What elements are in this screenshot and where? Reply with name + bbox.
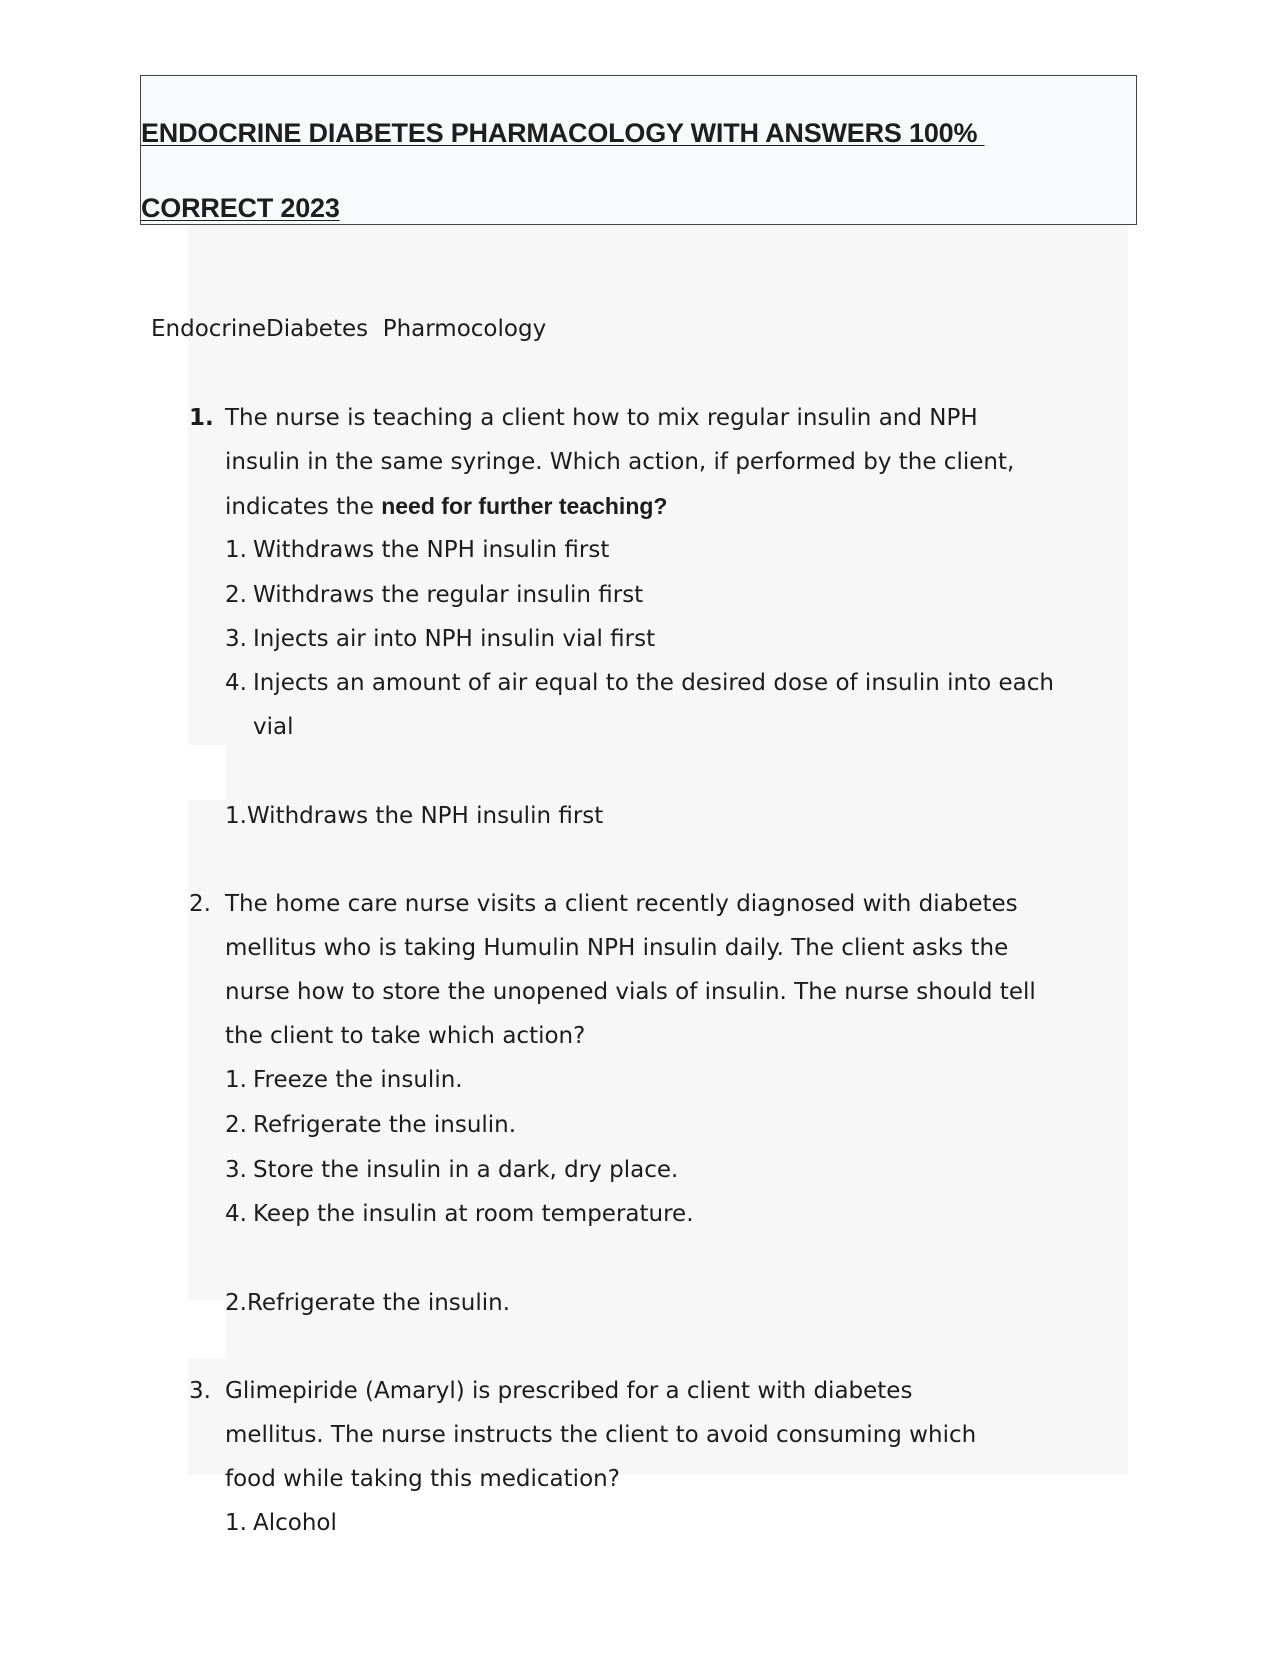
option-number: 2. bbox=[225, 1112, 247, 1138]
question-text-line: The nurse is teaching a client how to mix regular insulin and NPH bbox=[225, 405, 978, 431]
option-text: Injects an amount of air equal to the desired dose of insulin into each bbox=[253, 670, 1054, 696]
question-text-line: mellitus who is taking Humulin NPH insulin daily. The client asks the bbox=[225, 935, 1009, 961]
option-number: 1. bbox=[225, 1067, 247, 1093]
question-text-line bbox=[225, 492, 667, 521]
question-number: 3. bbox=[189, 1378, 211, 1404]
option-text: Injects air into NPH insulin vial first bbox=[253, 626, 656, 652]
answer-text: 2.Refrigerate the insulin. bbox=[225, 1290, 511, 1316]
option-text: Alcohol bbox=[253, 1510, 337, 1536]
document-heading: EndocrineDiabetes Pharmocology bbox=[151, 316, 547, 342]
option-text: Withdraws the NPH insulin first bbox=[253, 537, 610, 563]
content-shading bbox=[188, 745, 226, 800]
title-box bbox=[140, 75, 1137, 225]
question-number: 2. bbox=[189, 891, 211, 917]
question-number: 1. bbox=[189, 405, 214, 431]
option-number: 4. bbox=[225, 670, 247, 696]
option-number: 3. bbox=[225, 1157, 247, 1183]
answer-text: 1.Withdraws the NPH insulin first bbox=[225, 803, 604, 829]
question-text-line: mellitus. The nurse instructs the client to avoid consuming which bbox=[225, 1422, 977, 1448]
document-title-line-1: ENDOCRINE DIABETES PHARMACOLOGY WITH ANSWERS 100% bbox=[141, 118, 985, 148]
option-text: Refrigerate the insulin. bbox=[253, 1112, 517, 1138]
question-emphasis: need for further teaching? bbox=[381, 493, 668, 519]
question-text-line: food while taking this medication? bbox=[225, 1466, 620, 1492]
option-text: Freeze the insulin. bbox=[253, 1067, 463, 1093]
document-title-line-2: CORRECT 2023 bbox=[141, 193, 340, 223]
option-text: Keep the insulin at room temperature. bbox=[253, 1201, 694, 1227]
option-text: Withdraws the regular insulin first bbox=[253, 582, 644, 608]
option-number: 3. bbox=[225, 626, 247, 652]
question-text-line: nurse how to store the unopened vials of insulin. The nurse should tell bbox=[225, 979, 1036, 1005]
option-number: 1. bbox=[225, 537, 247, 563]
content-shading bbox=[188, 1300, 226, 1358]
question-text-line: the client to take which action? bbox=[225, 1023, 586, 1049]
option-number: 2. bbox=[225, 582, 247, 608]
option-text-continued: vial bbox=[253, 714, 294, 740]
option-number: 4. bbox=[225, 1201, 247, 1227]
question-text-span: indicates the bbox=[225, 494, 382, 520]
question-text-line: Glimepiride (Amaryl) is prescribed for a client with diabetes bbox=[225, 1378, 913, 1404]
question-text-line: The home care nurse visits a client recently diagnosed with diabetes bbox=[225, 891, 1018, 917]
option-text: Store the insulin in a dark, dry place. bbox=[253, 1157, 679, 1183]
question-text-line: insulin in the same syringe. Which action, if performed by the client, bbox=[225, 449, 1015, 475]
option-number: 1. bbox=[225, 1510, 247, 1536]
